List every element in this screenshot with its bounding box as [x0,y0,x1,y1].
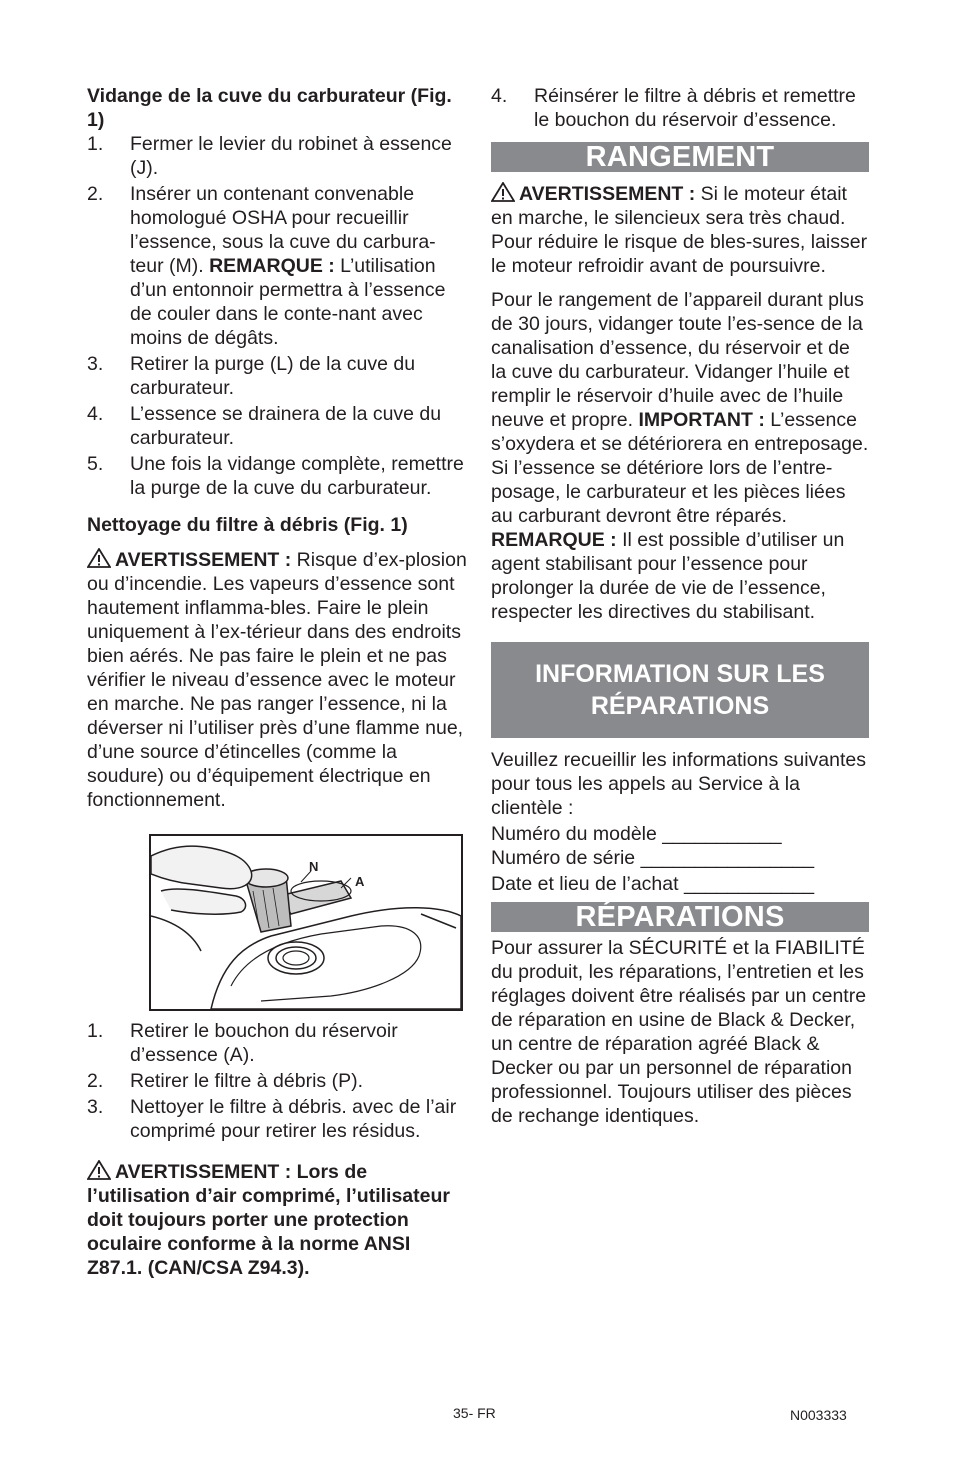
carb-heading: Vidange de la cuve du carburateur (Fig. 1) [87,85,452,131]
list-item: 2. Retirer le filtre à débris (P). [87,1070,363,1092]
filter-step-4 [491,84,869,132]
list-item: 5. Une fois la vidange complète, remettre la purge de la cuve du carburateur. [87,453,464,499]
rangement-banner: RANGEMENT [491,142,869,172]
fig-1-illustration [149,834,463,1011]
list-item: 4. Réinsérer le filtre à débris et remettre le bouchon du réservoir d’essence. [491,85,856,131]
info-repairs-banner: INFORMATION SUR LES RÉPARATIONS [491,642,869,738]
list-item: 3. Nettoyer le filtre à débris. avec de l’air comprimé pour retirer les résidus. [87,1096,457,1142]
figure-label-n: N [309,859,319,874]
filter-steps [87,1019,467,1143]
list-item: 2. Insérer un contenant convenable homologué OSHA pour recueillir l’essence, sous la cuve du carbura-teur (M). REMARQUE : L’utilisation d’un entonnoir permettra à l’essence de couler dans le conte-nant avec moins de dégâts. [87,183,446,349]
model-number-line: Numéro du modèle ___________ [491,823,782,845]
warning-hot-muffler: AVERTISSEMENT : Si le moteur était en marche, le silencieux sera très chaud. Pour réduire le risque de bles-sures, laisser le moteur refroidir avant de poursuivre. [491,183,868,277]
warning-triangle-icon [87,548,111,568]
list-item: 4. L’essence se drainera de la cuve du carburateur. [87,403,442,449]
reparations-text: Pour assurer la SÉCURITÉ et la FIABILITÉ du produit, les réparations, l’entretien et les réglages doivent être réalisés par un centre de réparation en usine de Black & Decker, un centre de réparation agréé Black & Decker ou par un personnel de réparation professionnel. Toujours utiliser des pièces de rechange identiques. [491,937,867,1127]
list-item: 1. Fermer le levier du robinet à essence (J). [87,133,452,179]
warning-compressed-air: AVERTISSEMENT : Lors de l’utilisation d’air comprimé, l’utilisateur doit toujours porter une protection oculaire conforme à la norme ANSI Z87.1. (CAN/CSA Z94.3). [87,1161,450,1279]
page-number: 35- FR [453,1405,496,1421]
figure-label-a: A [355,874,365,889]
storage-paragraph: Pour le rangement de l’appareil durant plus de 30 jours, vidanger toute l’es-sence de la canalisation d’essence, du réservoir et de la cuve du carburateur. Vidanger l’huile et remplir le réservoir d’huile avec de l’huile neuve et propre. IMPORTANT : L’essence s’oxydera et se détériorera en entreposage. Si l’essence se détériore lors de l’entre-posage, le carburateur et les pièces liées au carburant devront être réparés. REMARQUE : Il est possible d’utiliser un agent stabilisant pour l’essence pour prolonger la durée de vie de l’essence, respecter les directives du stabilisant. [491,289,869,623]
warning-triangle-icon [491,182,515,202]
right-column [491,84,869,1128]
serial-number-line: Numéro de série ________________ [491,847,815,869]
reparations-banner: RÉPARATIONS [491,902,869,932]
purchase-date-line: Date et lieu de l’achat ____________ [491,873,815,895]
left-column [87,84,467,1280]
carb-steps [87,132,467,500]
info-text: Veuillez recueillir les informations suivantes pour tous les appels au Service à la clientèle : [491,749,867,819]
list-item: 3. Retirer la purge (L) de la cuve du carburateur. [87,353,416,399]
warning-triangle-icon [87,1160,111,1180]
list-item: 1. Retirer le bouchon du réservoir d’essence (A). [87,1020,398,1066]
warning-explosion: AVERTISSEMENT : Risque d’ex-plosion ou d’incendie. Les vapeurs d’essence sont hautement inflamma-bles. Faire le plein uniquement à l’ex-térieur dans des endroits bien aérés. Ne pas faire le plein et ne pas vérifier le niveau d’essence avec le moteur en marche. Ne pas ranger l’essence, ni la déverser ni l’utiliser près d’une flamme nue, d’une source d’étincelles (comme la soudure) ou d’équipement électrique en fonctionnement. [87,549,467,811]
filter-heading: Nettoyage du filtre à débris (Fig. 1) [87,514,408,536]
document-code: N003333 [790,1407,847,1423]
